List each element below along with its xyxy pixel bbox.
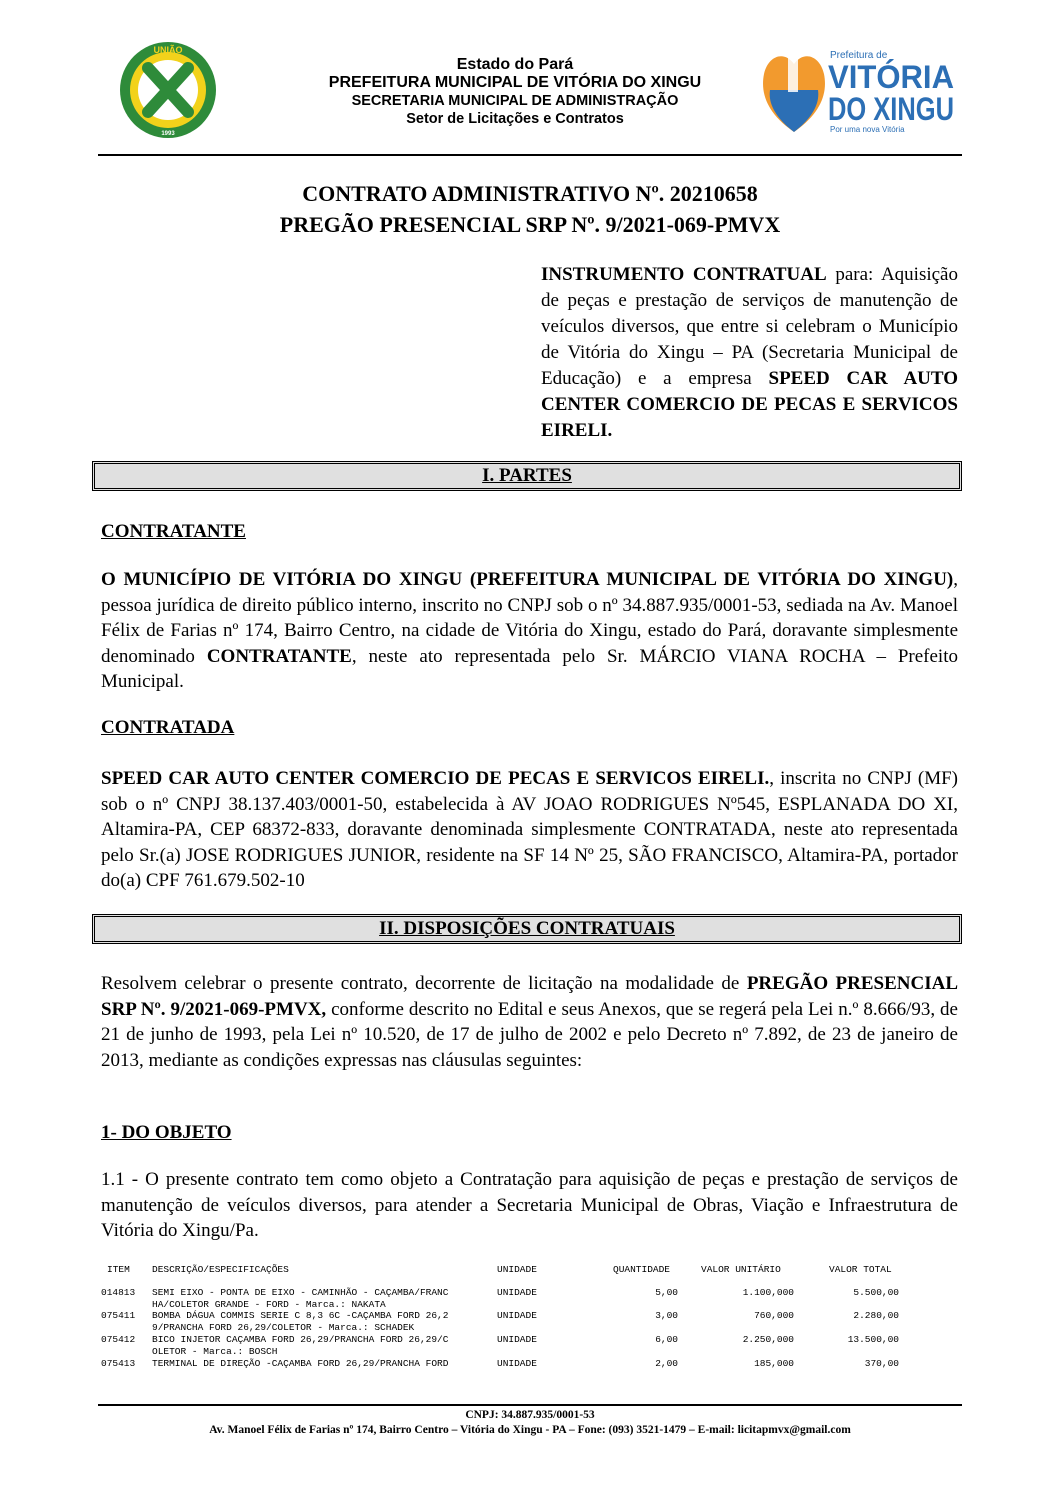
instrument-lead: INSTRUMENTO CONTRATUAL [541,264,827,285]
svg-text:1993: 1993 [161,131,175,137]
contratada-heading: CONTRATADA [101,717,235,738]
table-row: 014813 SEMI EIXO - PONTA DE EIXO - CAMINHÃO - CAÇAMBA/FRANC UNIDADE 5,00 1.100,000 5.500,00 [101,1286,899,1298]
resolvem-pregao: PREGÃO PRESENCIAL SRP Nº. 9/2021-069-PMVX, [101,973,959,1020]
svg-text:Por uma nova Vitória: Por uma nova Vitória [830,125,905,134]
header-state: Estado do Pará [456,56,574,73]
table-row: 075411 BOMBA DÁGUA COMMIS SERIE C 8,3 6C -CAÇAMBA FORD 26,2 UNIDADE 3,00 760,000 2.280,00 [101,1310,899,1322]
contratante-name: O MUNICÍPIO DE VITÓRIA DO XINGU (PREFEITURA MUNICIPAL DE VITÓRIA DO XINGU) [101,569,954,590]
vitoria-do-xingu-logo [758,44,958,136]
header-prefeitura: PREFEITURA MUNICIPAL DE VITÓRIA DO XINGU [328,74,702,91]
footer-address: Av. Manoel Félix de Farias nº 174, Bairro Centro – Vitória do Xingu - PA – Fone: (093) 3521-1479 – E-mail: licitapmvx@gmail.com [209,1424,851,1436]
table-row: 075412 BICO INJETOR CAÇAMBA FORD 26,29/PRANCHA FORD 26,29/C UNIDADE 6,00 2.250,000 13.500,00 [101,1333,899,1345]
col-unit-value: VALOR UNITÁRIO [701,1264,781,1275]
table-row-continuation: HA/COLETOR GRANDE - FORD - Marca.: NAKATA [152,1298,386,1310]
col-unit: UNIDADE [497,1264,537,1275]
header-divider [98,154,962,156]
table-row-continuation: OLETOR - Marca.: BOSCH [152,1345,278,1357]
table-row: 075413 TERMINAL DE DIREÇÃO -CAÇAMBA FORD 26,29/PRANCHA FORD UNIDADE 2,00 185,000 370,00 [101,1357,899,1369]
pregao-title: PREGÃO PRESENCIAL SRP Nº. 9/2021-069-PMVX [279,212,781,237]
footer-cnpj: CNPJ: 34.887.935/0001-53 [465,1409,595,1421]
letterhead [250,56,780,128]
items-table [101,1264,921,1369]
instrument-company: SPEED CAR AUTO CENTER COMERCIO DE PECAS E SERVICOS EIRELI. [541,368,958,441]
col-desc: DESCRIÇÃO/ESPECIFICAÇÕES [152,1264,289,1275]
instrument-text: para: Aquisição de peças e prestação de serviços de manutenção de veículos diversos, que entre si celebram o Município de Vitória do Xingu – PA (Secretaria Municipal de Educação) e a empresa [541,264,958,389]
svg-text:Prefeitura de: Prefeitura de [830,50,888,61]
municipal-seal-logo [118,40,218,140]
contratada-paragraph: SPEED CAR AUTO CENTER COMERCIO DE PECAS E SERVICOS EIRELI., inscrita no CNPJ (MF) sob o nº CNPJ 38.137.403/0001-50, estabelecida à AV JOAO RODRIGUES Nº545, ESPLANADA DO XI, Altamira-PA, CEP 68372-833, doravante denominada simplesmente CONTRATADA, neste ato representada pelo Sr.(a) JOSE RODRIGUES JUNIOR, residente na SF 14 Nº 25, SÃO FRANCISCO, Altamira-PA, portador do(a) CPF 761.679.502-10 [101,768,958,891]
header-setor: Setor de Licitações e Contratos [406,111,624,127]
header-secretaria: SECRETARIA MUNICIPAL DE ADMINISTRAÇÃO [351,93,679,109]
col-qty: QUANTIDADE [613,1264,671,1275]
table-row-continuation: 9/PRANCHA FORD 26,29/COLETOR - Marca.: SCHADEK [152,1322,415,1334]
instrument-summary [541,262,958,444]
contratante-paragraph: O MUNICÍPIO DE VITÓRIA DO XINGU (PREFEITURA MUNICIPAL DE VITÓRIA DO XINGU), pessoa jurídica de direito público interno, inscrito no CNPJ sob o nº 34.887.935/0001-53, sediada na Av. Manoel Félix de Farias nº 174, Bairro Centro, na cidade de Vitória do Xingu, estado do Pará, doravante simplesmente denominado CONTRATANTE, neste ato representada pelo Sr. MÁRCIO VIANA ROCHA – Prefeito Municipal. [101,569,958,692]
col-item: ITEM [107,1264,130,1275]
objeto-paragraph: 1.1 - O presente contrato tem como objeto a Contratação para aquisição de peças e prestação de serviços de manutenção de veículos diversos, para atender a Secretaria Municipal de Obras, Viação e Infraestrutura de Vitória do Xingu/Pa. [101,1169,958,1241]
contratante-heading: CONTRATANTE [101,521,246,542]
section-partes-heading: I. PARTES [92,461,962,491]
svg-text:UNIÃO: UNIÃO [153,45,183,55]
objeto-heading: 1- DO OBJETO [101,1122,232,1143]
col-total: VALOR TOTAL [829,1264,892,1275]
svg-text:VITÓRIA: VITÓRIA [828,59,954,95]
contratada-name: SPEED CAR AUTO CENTER COMERCIO DE PECAS E SERVICOS EIRELI. [101,768,770,789]
svg-text:DO XINGU: DO XINGU [828,91,954,127]
contract-title: CONTRATO ADMINISTRATIVO Nº. 20210658 [302,181,758,206]
section-disposicoes-heading: II. DISPOSIÇÕES CONTRATUAIS [92,914,962,944]
contratante-role: CONTRATANTE [206,645,352,667]
footer-divider [98,1404,962,1406]
resolvem-paragraph: Resolvem celebrar o presente contrato, decorrente de licitação na modalidade de PREGÃO PRESENCIAL SRP Nº. 9/2021-069-PMVX, conforme descrito no Edital e seus Anexos, que se regerá pela Lei n.º 8.666/93, de 21 de junho de 1993, pela Lei nº 10.520, de 17 de julho de 2002 e pelo Decreto nº 7.892, de 23 de janeiro de 2013, mediante as condições expressas nas cláusulas seguintes: [101,973,959,1071]
table-header-row [101,1264,921,1276]
